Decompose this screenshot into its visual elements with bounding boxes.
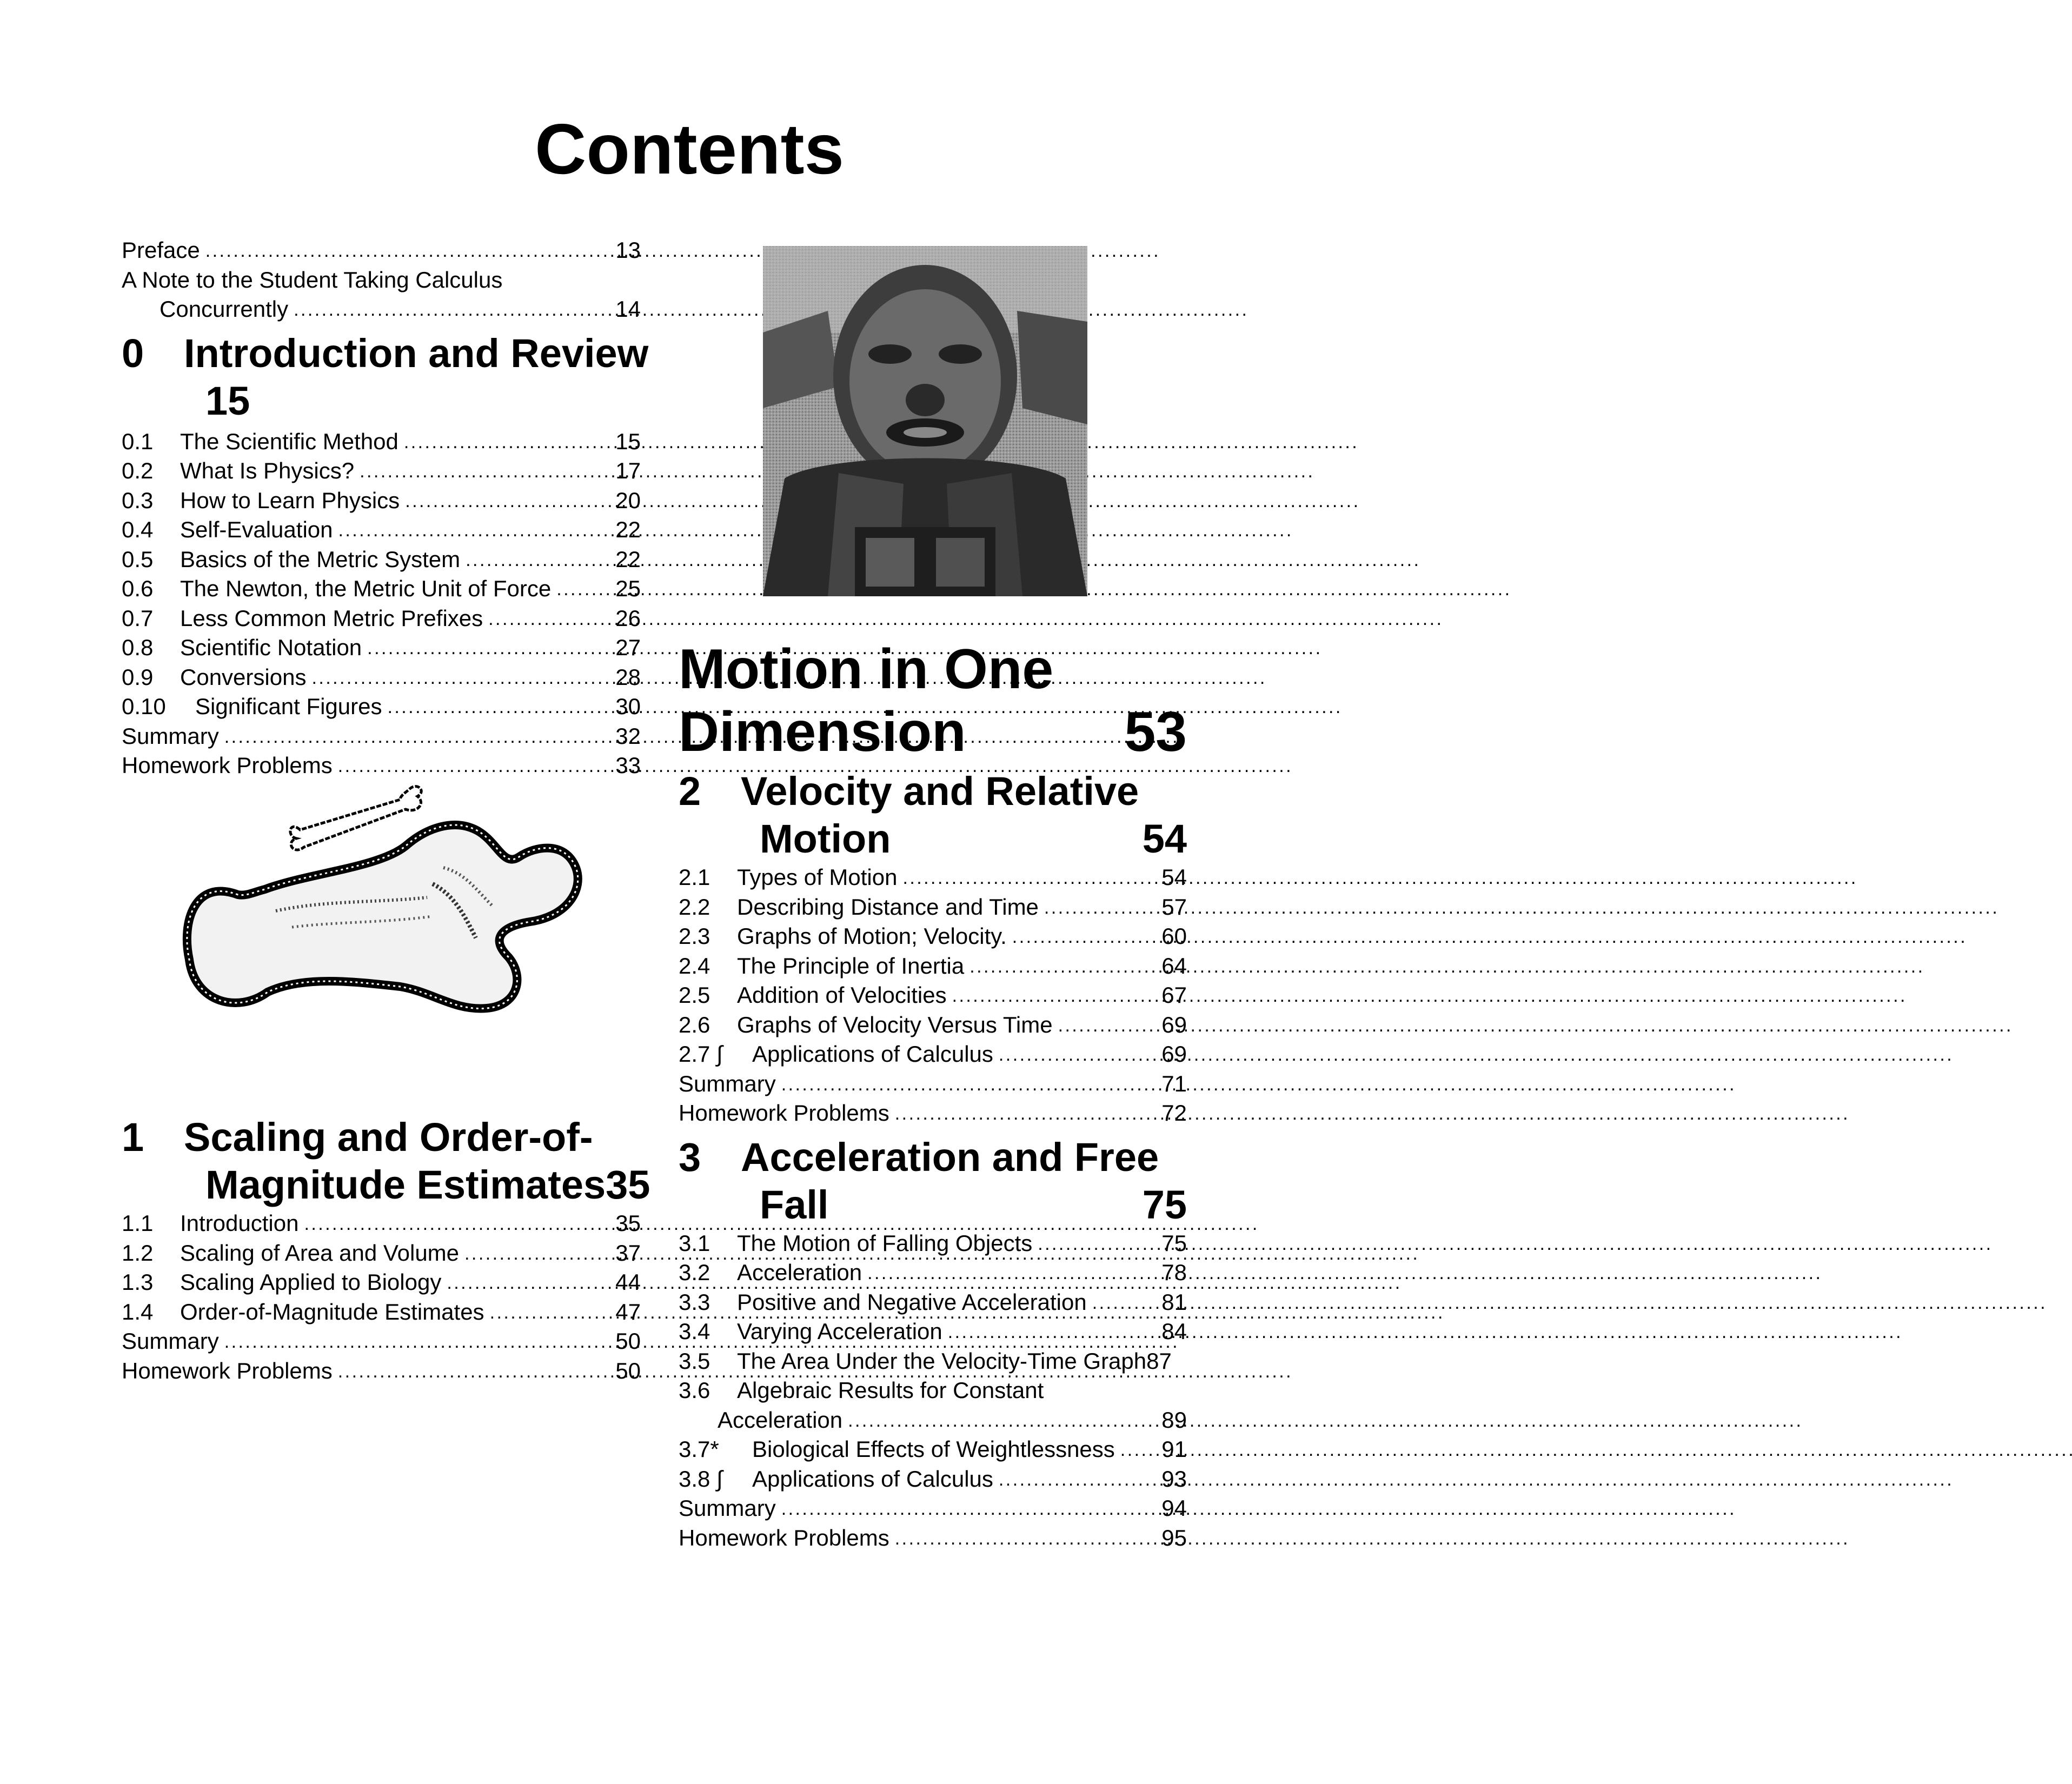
dot-leader (224, 721, 610, 752)
section-title: Describing Distance and Time (737, 894, 1039, 920)
section-number: 0.5 (122, 546, 154, 572)
section-page-number: 44 (615, 1269, 641, 1295)
chapter-title-line1: Velocity and Relative (741, 769, 1139, 814)
section-page-number: 60 (1161, 923, 1187, 949)
toc-page-number: 14 (615, 296, 641, 322)
toc-section[interactable] (122, 692, 641, 722)
section-page-number: 33 (615, 753, 641, 778)
toc-section[interactable] (679, 1258, 1187, 1288)
section-title: Addition of Velocities (737, 982, 947, 1008)
section-page-number: 84 (1161, 1319, 1187, 1344)
toc-homework[interactable] (679, 1523, 1187, 1553)
section-page-number: 89 (1161, 1407, 1187, 1433)
chapter-page-number: 15 (205, 378, 250, 423)
section-number: 1.2 (122, 1240, 154, 1266)
chapter-title-line2: Motion (760, 816, 891, 861)
section-title: The Scientific Method (180, 428, 399, 454)
section-number: 0.1 (122, 428, 154, 454)
dot-leader (999, 1463, 1156, 1495)
chapter-title-line1: Scaling and Order-of- (184, 1115, 593, 1160)
toc-entry-student-note[interactable]: A Note to the Student Taking Calculus (122, 267, 503, 292)
toc-section[interactable] (122, 1268, 641, 1297)
dot-leader (447, 1267, 610, 1298)
chapter-heading-0[interactable] (122, 330, 649, 425)
section-page-number: 54 (1161, 864, 1187, 890)
section-number: 0.3 (122, 487, 154, 513)
section-number: 2.4 (679, 953, 710, 978)
toc-section[interactable] (679, 1347, 1187, 1376)
chapter-title: Introduction and Review (184, 330, 649, 376)
toc-section[interactable] (122, 604, 641, 634)
toc-section[interactable] (679, 893, 1187, 922)
toc-section[interactable] (122, 1297, 641, 1327)
toc-section[interactable] (679, 1317, 1187, 1347)
section-page-number: 27 (615, 635, 641, 660)
section-page-number: 78 (1161, 1260, 1187, 1285)
toc-section[interactable] (679, 1435, 1187, 1465)
dot-leader (867, 1257, 1156, 1288)
section-title: Conversions (180, 664, 307, 690)
small-bone-icon (290, 787, 421, 850)
section-title: The Principle of Inertia (737, 953, 965, 978)
section-number: 3.4 (679, 1319, 710, 1344)
section-title: Scaling of Area and Volume (180, 1240, 460, 1266)
section-title: Basics of the Metric System (180, 546, 461, 572)
section-title: Homework Problems (122, 753, 333, 778)
section-title: Graphs of Velocity Versus Time (737, 1011, 1053, 1037)
dot-leader (1120, 1434, 1156, 1465)
bone-illustration (173, 787, 592, 1024)
part-page-number: 53 (1124, 701, 1187, 763)
section-title: The Area Under the Velocity-Time Graph (737, 1348, 1147, 1374)
section-page-number: 87 (1146, 1348, 1172, 1374)
section-page-number: 17 (615, 458, 641, 483)
chapter-page-number: 75 (1142, 1182, 1187, 1227)
chapter1-sections (122, 1209, 641, 1386)
dot-leader (895, 1097, 1157, 1129)
section-number: 1.1 (122, 1210, 154, 1236)
part-title-line2: Dimension (679, 701, 966, 763)
dot-leader (848, 1404, 1156, 1436)
section-title: Summary (679, 1495, 776, 1521)
toc-summary[interactable] (679, 1069, 1187, 1099)
toc-entry-text: Preface (122, 237, 200, 263)
toc-section[interactable] (122, 545, 641, 575)
section-title: Less Common Metric Prefixes (180, 605, 483, 631)
section-title: Summary (122, 723, 219, 749)
toc-section[interactable] (679, 863, 1187, 893)
dot-leader (466, 544, 610, 575)
dot-leader (1058, 1009, 1157, 1041)
section-page-number: 81 (1161, 1289, 1187, 1315)
section-page-number: 25 (615, 576, 641, 601)
section-number: 3.8 ∫ (679, 1466, 723, 1492)
part-title-line1: Motion in One (679, 638, 1054, 701)
section-number: 0.2 (122, 458, 154, 483)
section-number: 2.6 (679, 1011, 710, 1037)
section-title: Applications of Calculus (752, 1466, 993, 1492)
dot-leader (490, 1296, 610, 1328)
section-number: 3.2 (679, 1260, 710, 1285)
section-title: Order-of-Magnitude Estimates (180, 1299, 484, 1324)
section-number: 2.7 ∫ (679, 1041, 723, 1067)
dot-leader (902, 862, 1156, 893)
section-page-number: 94 (1161, 1495, 1187, 1521)
dot-leader (367, 632, 610, 663)
toc-homework[interactable] (122, 751, 641, 781)
section-title: Summary (122, 1328, 219, 1354)
chapter-number: 1 (122, 1115, 144, 1160)
dot-leader (304, 1208, 610, 1239)
section-page-number: 91 (1161, 1436, 1187, 1462)
chapter-heading-3[interactable] (679, 1134, 1187, 1229)
section-page-number: 93 (1161, 1466, 1187, 1492)
toc-homework[interactable] (122, 1356, 641, 1386)
section-title: Homework Problems (122, 1357, 333, 1383)
page-title: Contents (535, 109, 844, 189)
toc-section-3-6-cont[interactable] (679, 1406, 1187, 1435)
section-page-number: 64 (1161, 953, 1187, 978)
toc-section[interactable] (122, 633, 641, 663)
section-title-line1: Algebraic Results for Constant (737, 1377, 1044, 1403)
section-title: The Motion of Falling Objects (737, 1230, 1033, 1256)
dot-leader (948, 1316, 1157, 1347)
section-number: 3.7* (679, 1436, 719, 1462)
chapter-title-line2: Fall (760, 1182, 829, 1227)
section-page-number: 30 (615, 694, 641, 719)
toc-section[interactable] (122, 427, 641, 457)
photo-man-under-acceleration (763, 246, 1087, 596)
section-title: Self-Evaluation (180, 517, 333, 542)
section-page-number: 67 (1161, 982, 1187, 1008)
toc-section[interactable] (679, 1288, 1187, 1317)
section-number: 1.4 (122, 1299, 154, 1324)
section-page-number: 95 (1161, 1525, 1187, 1550)
section-number: 3.1 (679, 1230, 710, 1256)
section-page-number: 15 (615, 428, 641, 454)
section-title-line2: Acceleration (718, 1407, 843, 1433)
section-number: 0.8 (122, 635, 154, 660)
chapter-title-line1: Acceleration and Free (741, 1134, 1159, 1180)
dot-leader (338, 750, 610, 781)
section-page-number: 35 (615, 1210, 641, 1236)
section-title: Positive and Negative Acceleration (737, 1289, 1087, 1315)
dot-leader (338, 1355, 610, 1387)
toc-section[interactable] (679, 1465, 1187, 1494)
section-page-number: 50 (615, 1328, 641, 1354)
section-page-number: 47 (615, 1299, 641, 1324)
toc-section[interactable] (679, 1010, 1187, 1040)
section-page-number: 22 (615, 546, 641, 572)
section-title: Introduction (180, 1210, 299, 1236)
chapter-page-number: 54 (1142, 816, 1187, 861)
section-title: What Is Physics? (180, 458, 355, 483)
dot-leader (338, 514, 610, 545)
chapter-number: 2 (679, 769, 701, 814)
toc-summary[interactable] (679, 1494, 1187, 1523)
dot-leader (556, 573, 610, 604)
large-bone-icon (187, 825, 578, 1008)
toc-left-column (122, 236, 649, 781)
chapter2-sections (679, 863, 1187, 1128)
dot-leader (404, 426, 610, 457)
section-number: 2.5 (679, 982, 710, 1008)
toc-section[interactable] (122, 1209, 641, 1239)
dot-leader (999, 1039, 1156, 1070)
section-title: Scientific Notation (180, 635, 362, 660)
section-title: Scaling Applied to Biology (180, 1269, 442, 1295)
section-number: 3.3 (679, 1289, 710, 1315)
section-page-number: 20 (615, 487, 641, 513)
section-page-number: 28 (615, 664, 641, 690)
toc-section[interactable] (122, 1239, 641, 1268)
section-number: 2.2 (679, 894, 710, 920)
toc-entry-student-note-cont[interactable] (122, 295, 641, 324)
section-page-number: 57 (1161, 894, 1187, 920)
toc-page-number: 13 (615, 237, 641, 263)
chapter-title-line2: Magnitude Estimates (205, 1162, 606, 1207)
section-page-number: 22 (615, 517, 641, 542)
section-page-number: 37 (615, 1240, 641, 1266)
dot-leader (464, 1237, 610, 1269)
section-title: Significant Figures (195, 694, 382, 719)
section-title: Acceleration (737, 1260, 862, 1285)
toc-section[interactable] (679, 981, 1187, 1010)
section-title: Graphs of Motion; Velocity. (737, 923, 1007, 949)
dot-leader (488, 603, 610, 634)
section-page-number: 32 (615, 723, 641, 749)
section-page-number: 71 (1161, 1070, 1187, 1096)
toc-entry-preface[interactable] (122, 236, 641, 265)
toc-section[interactable] (122, 486, 641, 516)
toc-homework[interactable] (679, 1099, 1187, 1128)
dot-leader (311, 662, 610, 693)
chapter-heading-2[interactable] (679, 768, 1187, 863)
section-page-number: 50 (615, 1357, 641, 1383)
dot-leader (952, 980, 1157, 1011)
section-number: 3.5 (679, 1348, 710, 1374)
dot-leader (224, 1326, 610, 1357)
chapter3-sections (679, 1229, 1187, 1553)
chapter1-block (122, 1114, 650, 1386)
section-page-number: 69 (1161, 1011, 1187, 1037)
toc-section[interactable] (122, 663, 641, 693)
section-number: 2.3 (679, 923, 710, 949)
section-page-number: 75 (1161, 1230, 1187, 1256)
chapter-number: 0 (122, 330, 144, 376)
section-title: Varying Acceleration (737, 1319, 942, 1344)
dot-leader (294, 294, 610, 325)
section-title: Summary (679, 1070, 776, 1096)
toc-right-column (679, 638, 1187, 1553)
dot-leader (1044, 891, 1156, 923)
section-page-number: 72 (1161, 1100, 1187, 1126)
toc-summary[interactable] (122, 722, 641, 751)
toc-summary[interactable] (122, 1327, 641, 1356)
dot-leader (405, 485, 610, 516)
section-title: Biological Effects of Weightlessness (752, 1436, 1115, 1462)
section-number: 3.6 (679, 1377, 710, 1403)
toc-section[interactable] (679, 1040, 1187, 1069)
section-title: Homework Problems (679, 1100, 889, 1126)
dot-leader (1012, 921, 1156, 952)
toc-section[interactable] (679, 1229, 1187, 1259)
dot-leader (781, 1068, 1157, 1100)
section-title: Types of Motion (737, 864, 898, 890)
toc-section-3-6[interactable] (679, 1376, 1187, 1406)
dot-leader (388, 691, 610, 722)
dot-leader (1092, 1287, 1157, 1318)
section-number: 0.4 (122, 517, 154, 542)
section-number: 2.1 (679, 864, 710, 890)
dot-leader (1038, 1228, 1156, 1259)
section-title: The Newton, the Metric Unit of Force (180, 576, 552, 601)
section-title: How to Learn Physics (180, 487, 400, 513)
toc-section[interactable] (679, 951, 1187, 981)
section-number: 0.10 (122, 694, 166, 719)
dot-leader (895, 1522, 1157, 1554)
section-page-number: 26 (615, 605, 641, 631)
dot-leader (205, 235, 610, 266)
toc-section[interactable] (122, 574, 641, 604)
section-number: 0.9 (122, 664, 154, 690)
section-number: 0.6 (122, 576, 154, 601)
section-title: Homework Problems (679, 1525, 889, 1550)
toc-section[interactable] (122, 456, 641, 486)
toc-section[interactable] (679, 922, 1187, 951)
section-number: 1.3 (122, 1269, 154, 1295)
chapter-page-number: 35 (606, 1162, 650, 1207)
part-heading[interactable] (679, 638, 1187, 763)
dot-leader (360, 455, 610, 487)
toc-entry-text: Concurrently (160, 296, 289, 322)
toc-section[interactable] (122, 515, 641, 545)
section-number: 0.7 (122, 605, 154, 631)
dot-leader (969, 950, 1156, 982)
dot-leader (781, 1493, 1157, 1524)
chapter-number: 3 (679, 1134, 701, 1180)
chapter0-sections (122, 427, 641, 781)
chapter-heading-1[interactable] (122, 1114, 650, 1209)
section-page-number: 69 (1161, 1041, 1187, 1067)
section-title: Applications of Calculus (752, 1041, 993, 1067)
